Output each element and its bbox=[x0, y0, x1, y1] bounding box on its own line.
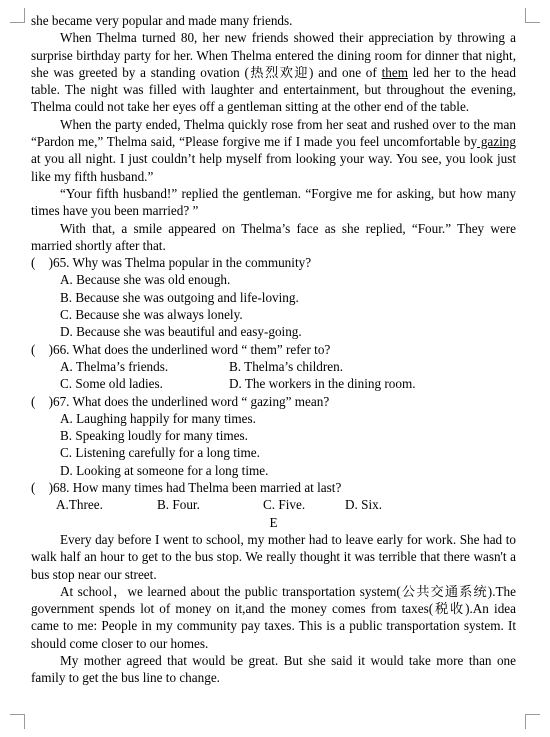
underlined-word-gazing: gazing bbox=[477, 134, 516, 150]
story-paragraph: When Thelma turned 80, her new friends showed their appreciation by throwing a surprise birthday party for her. When Thelma entered the dining room for dinner that night, she was greeted by a standing ovation (热烈欢迎) and one of them led her to the head table. The night was filled with laughter and entertainment, but throughout the evening, Thelma could not take her eyes off a gentleman sitting at the other end of the table. bbox=[31, 30, 517, 115]
answer-option-row bbox=[60, 358, 516, 375]
answer-option: C. Listening carefully for a long time. bbox=[60, 445, 260, 461]
story-paragraph: With that, a smile appeared on Thelma’s face as she replied, “Four.” They were married shortly after that. bbox=[31, 220, 516, 253]
page-corner-mark bbox=[10, 8, 25, 23]
answer-option: A. Laughing happily for many times. bbox=[60, 410, 256, 426]
passage-paragraph: Every day before I went to school, my mother had to leave early for work. She had to walk half an hour to get to the bus stop. We really thought it was terrible that there wasn't a bus stop near our street. bbox=[31, 531, 516, 582]
answer-option: D. Six. bbox=[345, 497, 383, 513]
answer-option-row bbox=[60, 375, 516, 392]
answer-option: A. Thelma’s friends. bbox=[60, 358, 169, 374]
answer-option: D. Because she was beautiful and easy-going. bbox=[60, 324, 302, 340]
passage-paragraph: My mother agreed that would be great. But she said it would take more than one family to get the bus line to change. bbox=[31, 652, 516, 686]
question-stem: ( )66. What does the underlined word “ them” refer to? bbox=[31, 341, 331, 357]
story-paragraph: “Your fifth husband!” replied the gentleman. “Forgive me for asking, but how many times have you been married? ” bbox=[31, 185, 516, 219]
answer-option: A.Three. bbox=[56, 497, 103, 513]
answer-option-row bbox=[56, 496, 516, 513]
answer-option: C. Some old ladies. bbox=[60, 376, 163, 392]
page-corner-mark bbox=[525, 8, 540, 23]
underlined-word-them: them bbox=[381, 64, 408, 80]
answer-option: B. Four. bbox=[157, 497, 200, 513]
page-corner-mark bbox=[10, 714, 25, 729]
story-paragraph: When the party ended, Thelma quickly rose from her seat and rushed over to the man “Pardon me,” Thelma said, “Please forgive me if I made you feel uncomfortable by gazing at you all night. I just couldn’t help myself from looking your way. You see, you look just like my fifth husband.” bbox=[31, 116, 516, 184]
question-stem: ( )65. Why was Thelma popular in the community? bbox=[31, 255, 312, 271]
answer-option: C. Because she was always lonely. bbox=[60, 307, 243, 323]
answer-option: B. Speaking loudly for many times. bbox=[60, 428, 248, 444]
answer-option: D. Looking at someone for a long time. bbox=[60, 462, 269, 478]
passage-paragraph: At school，we learned about the public transportation system(公共交通系统).The government spends lot of money on it,and the money comes from taxes(税收).An idea came to me: People in my community pay taxes. This is a public transportation system. It should come closer to our homes. bbox=[31, 583, 516, 651]
document-page bbox=[31, 12, 516, 687]
story-paragraph: she became very popular and made many friends. bbox=[31, 13, 293, 28]
question-stem: ( )68. How many times had Thelma been married at last? bbox=[31, 480, 342, 496]
page-corner-mark bbox=[525, 714, 540, 729]
section-heading: E bbox=[269, 514, 278, 530]
answer-option: A. Because she was old enough. bbox=[60, 272, 231, 288]
answer-option: D. The workers in the dining room. bbox=[229, 376, 416, 392]
question-stem: ( )67. What does the underlined word “ gazing” mean? bbox=[31, 393, 330, 409]
answer-option: B. Thelma’s children. bbox=[229, 358, 344, 374]
answer-option: C. Five. bbox=[263, 497, 306, 513]
answer-option: B. Because she was outgoing and life-loving. bbox=[60, 289, 299, 305]
